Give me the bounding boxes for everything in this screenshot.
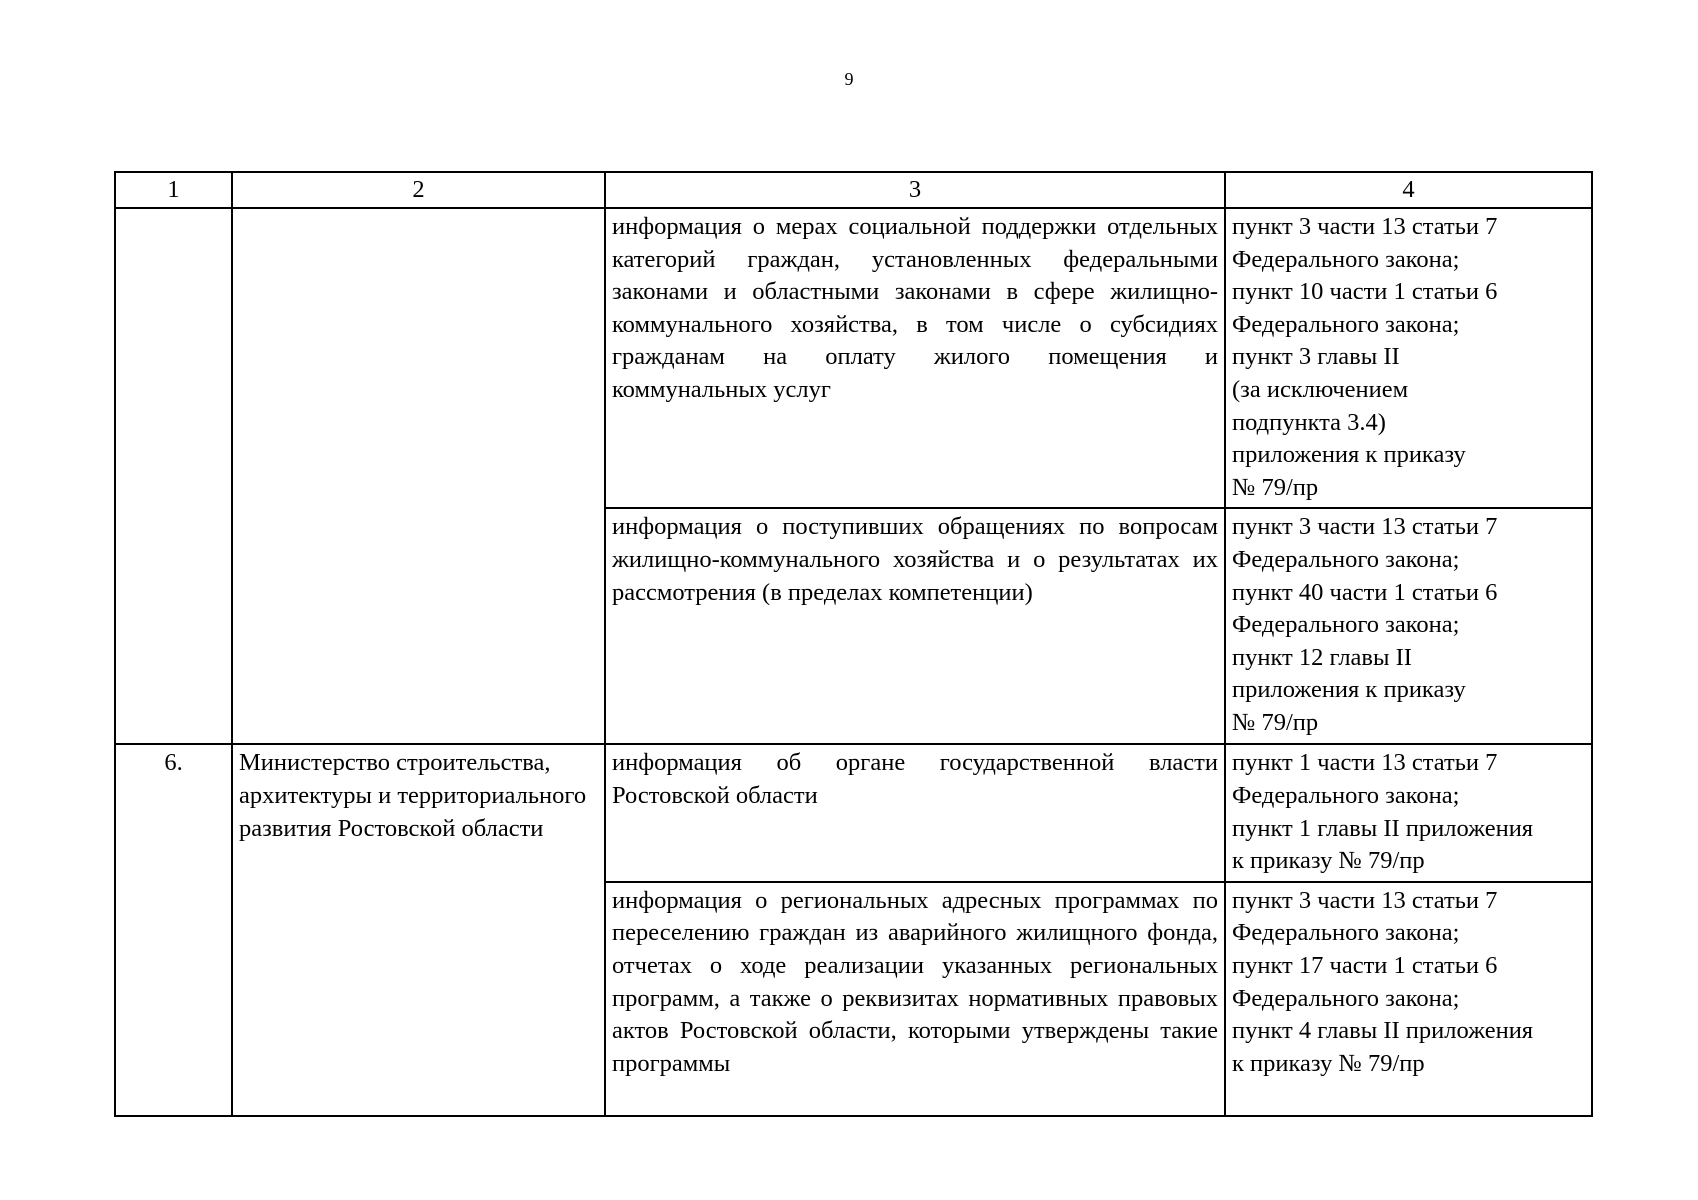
reference-line: № 79/пр xyxy=(1232,708,1319,736)
header-cell-3: 3 xyxy=(605,172,1225,208)
reference-line: № 79/пр xyxy=(1232,473,1319,501)
reference-line: пункт 1 части 13 статьи 7 xyxy=(1232,749,1498,777)
reference-line: (за исключением xyxy=(1232,375,1409,403)
reference-line: приложения к приказу xyxy=(1232,441,1466,469)
organization-cell: Министерство строительства, архитектуры и территориального развития Ростовской области xyxy=(232,744,605,1115)
legal-reference-cell xyxy=(1225,508,1592,744)
table-row xyxy=(115,208,1592,508)
reference-line: подпункта 3.4) xyxy=(1232,408,1386,436)
information-cell: информация о региональных адресных программах по переселению граждан из аварийного жилищного фонда, отчетах о ходе реализации указанных региональных программ, а также о реквизитах нормативных правовых актов Ростовской области, которыми утверждены такие программы xyxy=(605,882,1225,1116)
information-cell: информация о мерах социальной поддержки отдельных категорий граждан, установленных федеральными законами и областными законами в сфере жилищно-коммунального хозяйства, в том числе о субсидиях гражданам на оплату жилого помещения и коммунальных услуг xyxy=(605,208,1225,508)
document-table xyxy=(114,171,1593,1117)
reference-line: пункт 1 главы II приложения xyxy=(1232,814,1534,842)
legal-reference-cell xyxy=(1225,208,1592,508)
reference-line: пункт 3 части 13 статьи 7 xyxy=(1232,513,1498,541)
reference-line: пункт 3 части 13 статьи 7 xyxy=(1232,213,1498,240)
organization-cell xyxy=(232,208,605,744)
reference-line: Федерального закона; xyxy=(1232,245,1460,273)
legal-reference-cell xyxy=(1225,882,1592,1116)
reference-line: Федерального закона; xyxy=(1232,611,1460,639)
reference-line: к приказу № 79/пр xyxy=(1232,847,1425,875)
reference-line: пункт 3 главы II xyxy=(1232,343,1400,371)
reference-line: пункт 12 главы II xyxy=(1232,643,1412,671)
reference-line: к приказу № 79/пр xyxy=(1232,1049,1425,1077)
header-cell-4: 4 xyxy=(1225,172,1592,208)
row-number-cell: 6. xyxy=(115,744,232,1115)
header-cell-2: 2 xyxy=(232,172,605,208)
row-number-cell xyxy=(115,208,232,744)
reference-line: Федерального закона; xyxy=(1232,781,1460,809)
reference-line: Федерального закона; xyxy=(1232,545,1460,573)
reference-line: пункт 17 части 1 статьи 6 xyxy=(1232,951,1498,979)
table-header-row xyxy=(115,172,1592,208)
table-row xyxy=(115,744,1592,881)
legal-reference-cell xyxy=(1225,744,1592,881)
reference-line: Федерального закона; xyxy=(1232,984,1460,1012)
reference-line: пункт 10 части 1 статьи 6 xyxy=(1232,278,1498,306)
reference-line: пункт 40 части 1 статьи 6 xyxy=(1232,578,1498,606)
header-cell-1: 1 xyxy=(115,172,232,208)
reference-line: пункт 3 части 13 статьи 7 xyxy=(1232,886,1498,914)
reference-line: пункт 4 главы II приложения xyxy=(1232,1017,1534,1045)
reference-line: Федерального закона; xyxy=(1232,919,1460,947)
information-cell: информация о поступивших обращениях по вопросам жилищно-коммунального хозяйства и о результатах их рассмотрения (в пределах компетенции) xyxy=(605,508,1225,744)
reference-line: Федерального закона; xyxy=(1232,310,1460,338)
information-cell: информация об органе государственной власти Ростовской области xyxy=(605,744,1225,881)
page-number: 9 xyxy=(844,69,854,89)
reference-line: приложения к приказу xyxy=(1232,676,1466,704)
